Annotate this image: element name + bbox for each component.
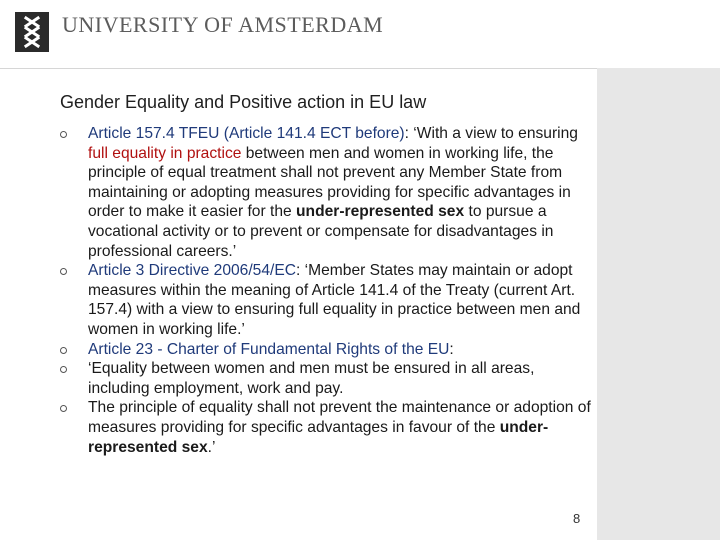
- bullet-text: The principle of equality shall not prevent the maintenance or adoption of measures providing for specific advantages in favour of the: [88, 399, 591, 436]
- legal-reference: Article 157.4 TFEU (Article 141.4 ECT before): [88, 125, 405, 142]
- hollow-circle-bullet-icon: [60, 268, 67, 275]
- bullet-text: : ‘With a view to ensuring: [404, 125, 578, 142]
- bullet-text: ‘Equality between women and men must be ensured in all areas, including employment, work and pay.: [88, 360, 535, 397]
- header-bar: [0, 0, 720, 69]
- bold-text: under-represented sex: [88, 418, 549, 456]
- hollow-circle-bullet-icon: [60, 405, 67, 412]
- bullet-text: : ‘Member States may maintain or adopt measures within the meaning of Article 141.4 of the Treaty (current Art. 157.4) with a view to ensuring full equality in practice between men and women in working life.’: [88, 262, 581, 338]
- bold-text: under-represented sex: [296, 203, 465, 221]
- bullet-item: [60, 398, 592, 457]
- bullet-text: to pursue a vocational activity or to prevent or compensate for disadvantages in professional careers.’: [88, 203, 554, 260]
- xxx-shield-icon: [15, 12, 49, 52]
- bullet-text: .’: [207, 438, 216, 456]
- hollow-circle-bullet-icon: [60, 347, 67, 354]
- bullet-list: [60, 124, 592, 457]
- slide-title: Gender Equality and Positive action in EU law: [60, 92, 427, 112]
- legal-reference: Article 3 Directive 2006/54/EC: [88, 262, 297, 280]
- highlighted-text: full equality in practice: [88, 144, 242, 162]
- hollow-circle-bullet-icon: [60, 366, 67, 373]
- side-panel: [597, 68, 720, 540]
- bullet-item: [60, 340, 592, 360]
- bullet-item: [60, 124, 592, 261]
- bullet-item: [60, 261, 592, 339]
- bullet-item: [60, 359, 592, 398]
- bullet-text: :: [449, 340, 454, 358]
- bullet-text: between men and women in working life, the principle of equal treatment shall not prevent any Member State from maintaining or adopting measures providing for specific advantages in order to make it easier for the: [88, 144, 571, 221]
- hollow-circle-bullet-icon: [60, 131, 67, 138]
- university-name: UNIVERSITY OF AMSTERDAM: [62, 12, 384, 37]
- legal-reference: Article 23 - Charter of Fundamental Rights of the EU: [88, 340, 450, 358]
- page-number: 8: [573, 511, 581, 526]
